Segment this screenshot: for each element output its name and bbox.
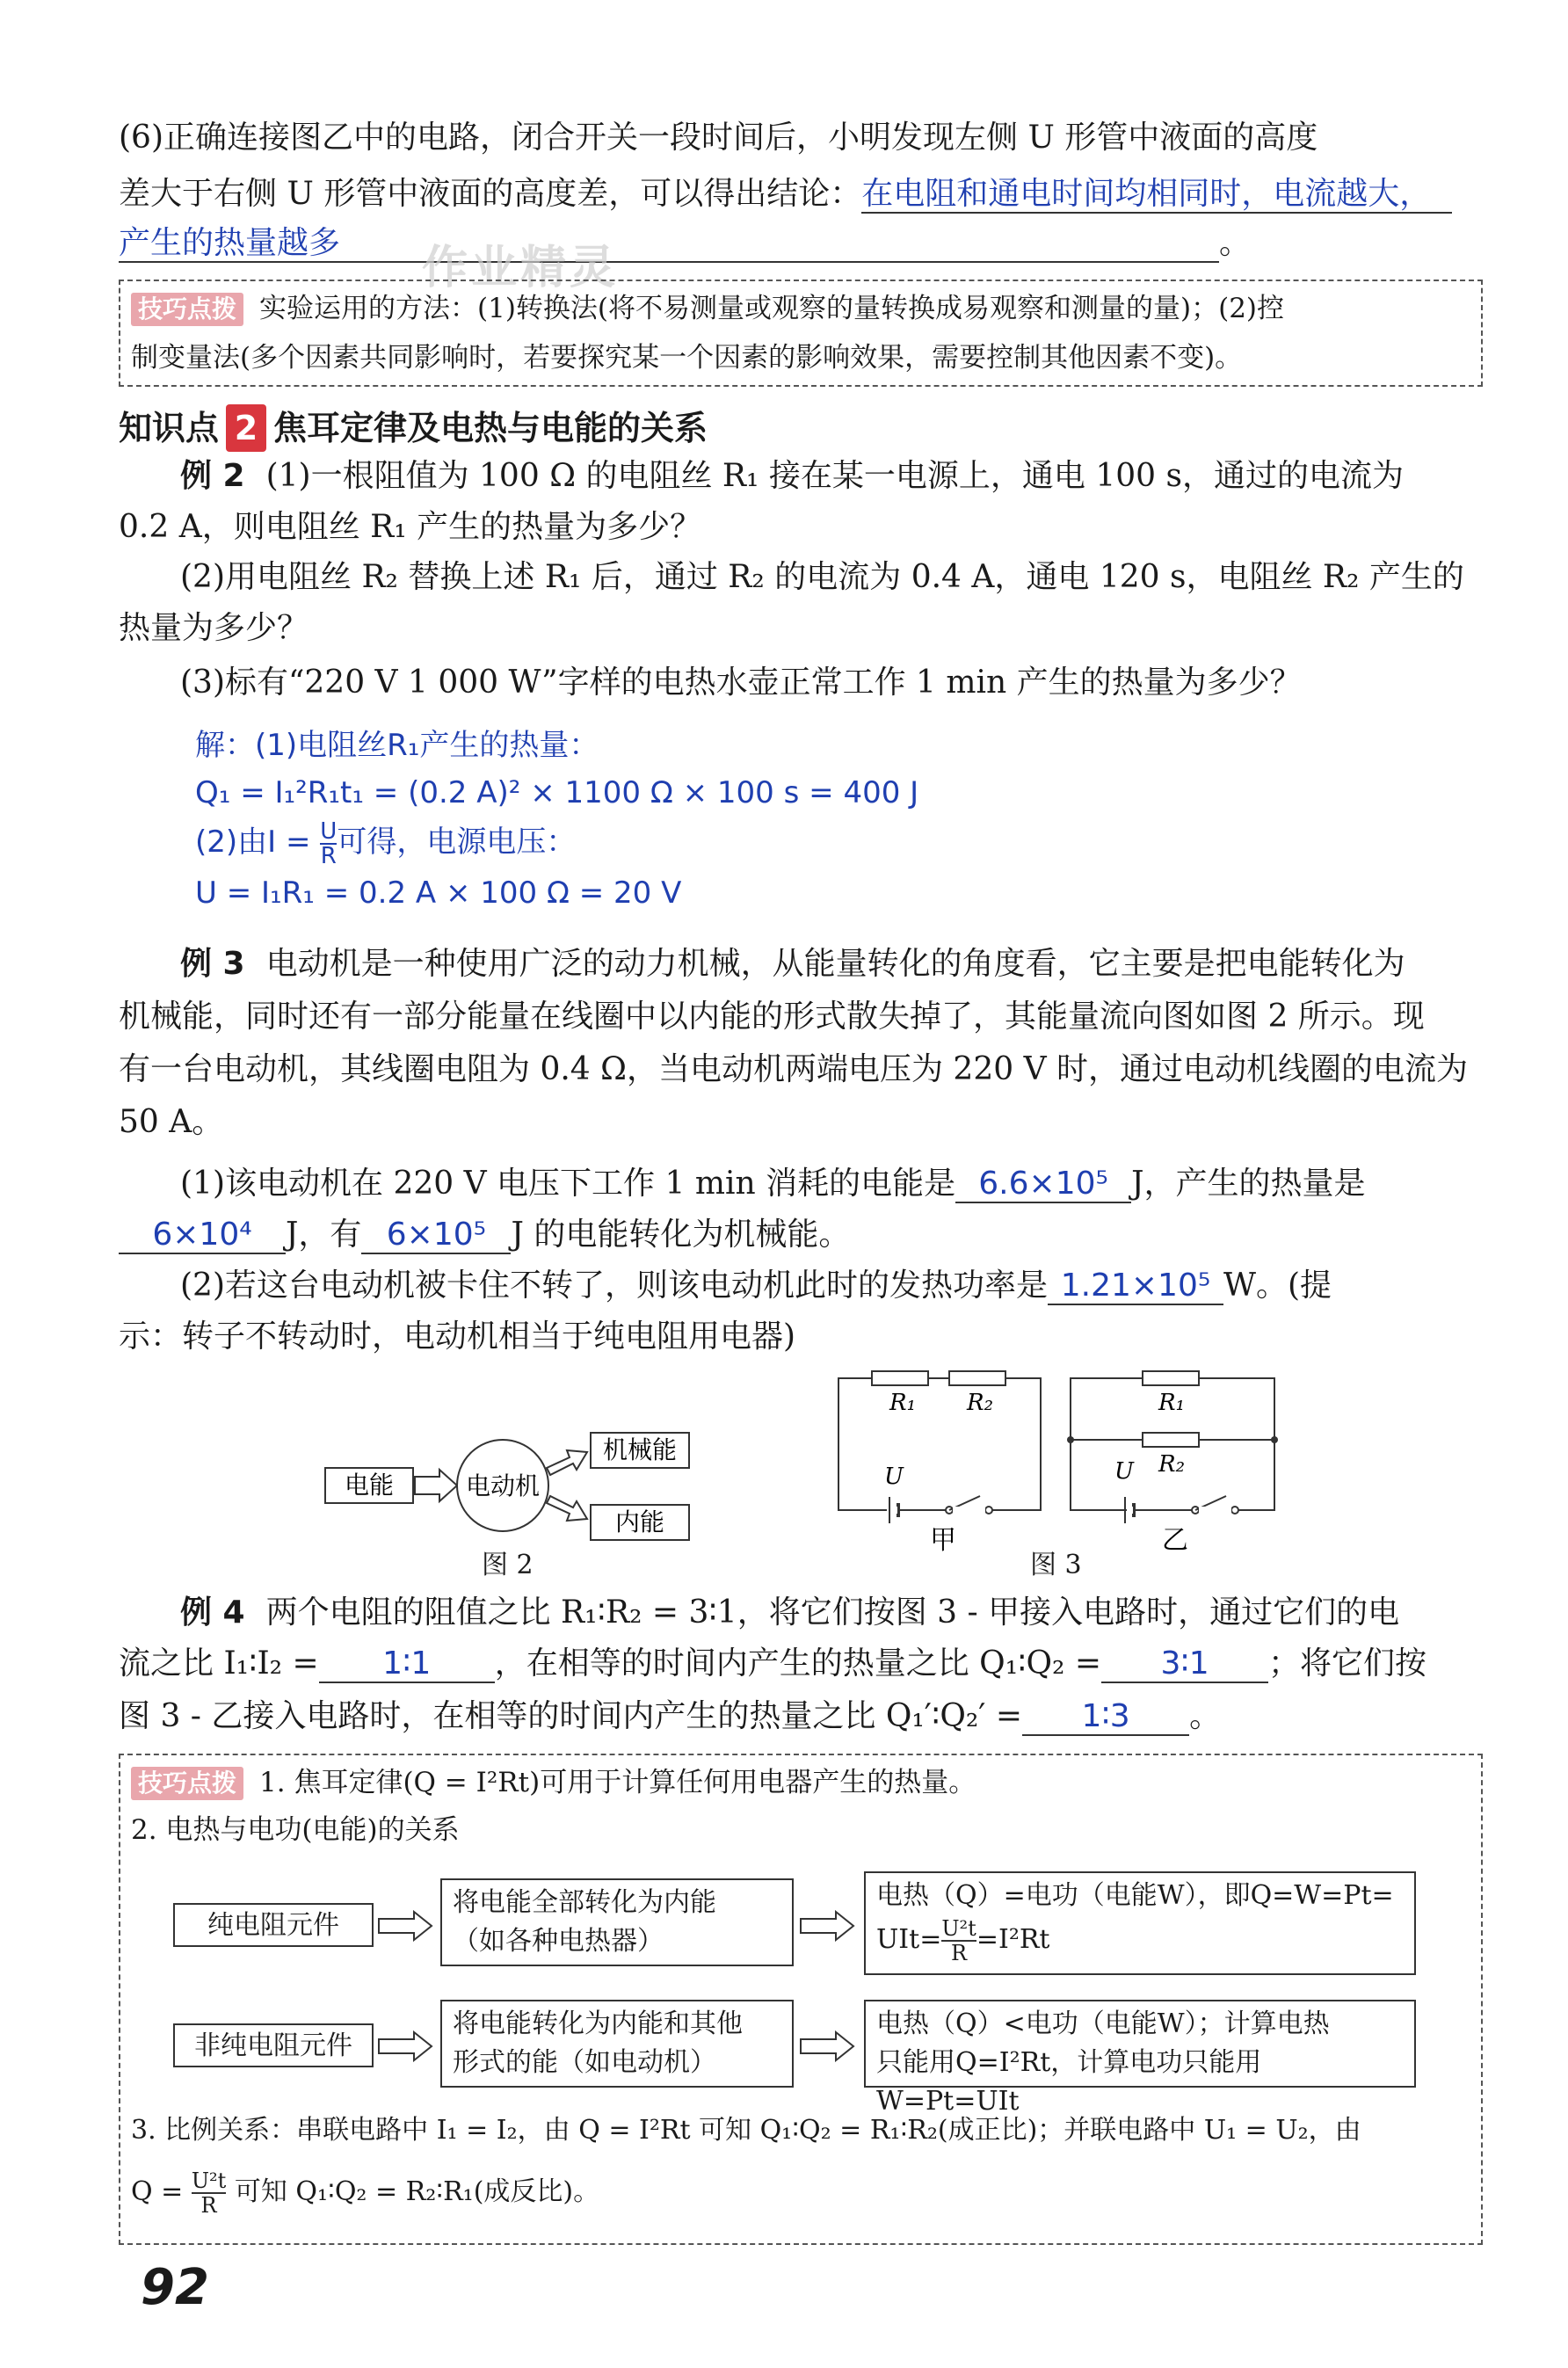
ex2-sol3-b: 可得，电源电压： xyxy=(337,824,577,860)
pure-result-den: R xyxy=(951,1941,968,1965)
q6-line2 xyxy=(119,171,1481,218)
ex2-sol3-den: R xyxy=(320,842,337,869)
pure-result-2b: =I²Rt xyxy=(976,1924,1050,1955)
fig3-yi-r2-label: R₂ xyxy=(1158,1451,1185,1478)
fig3-yi-label: 乙 xyxy=(1162,1525,1188,1556)
figure-3 xyxy=(826,1362,1283,1556)
ex3-label: 例 3 xyxy=(180,946,245,982)
pure-arrow-1 xyxy=(375,1910,437,1942)
tip1-line1 xyxy=(131,285,1284,332)
section-number: 2 xyxy=(226,404,266,452)
ex3-q1-b: J，产生的热量是 xyxy=(1131,1166,1366,1202)
nonpure-result-1: 电热（Q）<电功（电能W）；计算电热 xyxy=(876,2008,1330,2039)
pure-desc-box xyxy=(440,1878,794,1966)
fig2-caption: 图 2 xyxy=(482,1550,534,1580)
ex4-l2-c: ；将它们按 xyxy=(1268,1645,1427,1682)
section-title: 焦耳定律及电热与电能的关系 xyxy=(273,409,708,447)
q6-line2-prefix: 差大于右侧 U 形管中液面的高度差，可以得出结论： xyxy=(119,176,862,212)
ex3-answer-3: 6×10⁵ xyxy=(361,1217,511,1254)
ex3-line2: 机械能，同时还有一部分能量在线圈中以内能的形式散失掉了，其能量流向图如图 2 所示。现 xyxy=(119,999,1425,1035)
ex3-q2-a: (2)若这台电动机被卡住不转了，则该电动机此时的发热功率是 xyxy=(180,1268,1048,1304)
ex4-text1: 两个电阻的阻值之比 R₁∶R₂ = 3∶1，将它们按图 3 - 甲接入电路时，通过它们的电 xyxy=(265,1594,1400,1631)
q6-line3 xyxy=(119,220,1481,267)
ex2-solution-2: Q₁ = I₁²R₁t₁ = (0.2 A)² × 1100 Ω × 100 s = 400 J xyxy=(195,775,919,810)
fig2-out2: 内能 xyxy=(614,1507,665,1536)
nonpure-result-box xyxy=(864,2000,1416,2117)
nonpure-desc-2: 形式的能（如电动机） xyxy=(453,2047,716,2078)
pure-result-fraction xyxy=(941,1917,976,1965)
nonpure-arrow-2 xyxy=(797,2030,859,2062)
fig2-arrow-out1 xyxy=(547,1450,587,1475)
fig3-yi-r1-label: R₁ xyxy=(1158,1390,1185,1416)
section-heading xyxy=(119,404,708,452)
ex4-line2 xyxy=(119,1640,1481,1688)
q6-line1: (6)正确连接图乙中的电路，闭合开关一段时间后，小明发现左侧 U 形管中液面的高度 xyxy=(119,120,1318,156)
pure-resistor-box: 纯电阻元件 xyxy=(173,1903,374,1947)
section-prefix: 知识点 xyxy=(119,409,220,447)
ex3-answer-4: 1.21×10⁵ xyxy=(1048,1268,1223,1305)
ex3-q1-line1 xyxy=(119,1160,1481,1208)
ex3-q1-d: J 的电能转化为机械能。 xyxy=(511,1217,851,1253)
ex4-l3-b: 。 xyxy=(1189,1698,1222,1734)
tip1-text1: 实验运用的方法：(1)转换法(将不易测量或观察的量转换成易观察和测量的量)；(2)控 xyxy=(259,293,1285,324)
tip2-line4-num: U²t xyxy=(191,2168,227,2193)
page-number: 92 xyxy=(141,2259,209,2316)
tip1-line2: 制变量法(多个因素共同影响时，若要探究某一个因素的影响效果，需要控制其他因素不变)。 xyxy=(131,342,1243,374)
tip2-line4-den: R xyxy=(200,2193,217,2218)
fig3-jia-r2-label: R₂ xyxy=(967,1390,993,1416)
pure-result-2a: UIt= xyxy=(876,1924,942,1955)
tip2-tag: 技巧点拨 xyxy=(131,1767,243,1800)
pure-arrow-2 xyxy=(797,1910,859,1942)
ex3-text1: 电动机是一种使用广泛的动力机械，从能量转化的角度看，它主要是把电能转化为 xyxy=(265,946,1405,982)
ex2-line3: (2)用电阻丝 R₂ 替换上述 R₁ 后，通过 R₂ 的电流为 0.4 A，通电 120 s，电阻丝 R₂ 产生的 xyxy=(180,559,1464,595)
ex2-line5: (3)标有“220 V 1 000 W”字样的电热水壶正常工作 1 min 产生的热量为多少？ xyxy=(180,665,1302,701)
ex4-answer-3: 1∶3 xyxy=(1022,1699,1189,1736)
fig3-jia-u-label: U xyxy=(884,1464,904,1490)
fig3-jia-r1-label: R₁ xyxy=(889,1390,916,1416)
fig3-yi-u-label: U xyxy=(1114,1458,1134,1485)
nonpure-desc-1: 将电能转化为内能和其他 xyxy=(453,2008,743,2039)
ex4-line3 xyxy=(119,1693,1481,1740)
ex3-line4: 50 A。 xyxy=(119,1104,224,1140)
pure-desc-2: （如各种电热器） xyxy=(453,1926,664,1957)
tip2-line4-b: 可知 Q₁∶Q₂ = R₂∶R₁(成反比)。 xyxy=(234,2176,600,2207)
ex3-q1-line2 xyxy=(119,1211,1481,1259)
ex2-sol3-a: (2)由I = xyxy=(195,824,321,860)
tip-box-2 xyxy=(119,1754,1483,2245)
fig3-jia-r2 xyxy=(949,1371,1005,1385)
fig3-jia-label: 甲 xyxy=(930,1525,956,1556)
watermark: 作业精灵 xyxy=(422,242,620,294)
ex4-answer-2: 3∶1 xyxy=(1101,1646,1268,1683)
ex2-solution-3 xyxy=(195,817,576,868)
ex4-l2-a: 流之比 I₁∶I₂ = xyxy=(119,1645,319,1682)
ex3-q2-b: W。(提 xyxy=(1223,1268,1332,1304)
fig3-yi-r1 xyxy=(1143,1371,1199,1385)
ex2-line1 xyxy=(119,453,1481,500)
ex3-answer-2: 6×10⁴ xyxy=(119,1217,286,1254)
tip2-line3: 3. 比例关系：串联电路中 I₁ = I₂，由 Q = I²Rt 可知 Q₁∶Q₂ = R₁∶R₂(成正比)；并联电路中 U₁ = U₂，由 xyxy=(131,2115,1361,2146)
ex2-line4: 热量为多少？ xyxy=(119,610,309,646)
nonpure-arrow-1 xyxy=(375,2030,437,2062)
fig3-yi-r2 xyxy=(1143,1433,1199,1447)
pure-result-box xyxy=(864,1871,1416,1975)
q6-answer-part2: 产生的热量越多 xyxy=(119,226,1219,263)
ex4-label: 例 4 xyxy=(180,1594,245,1631)
tip2-line4-fraction xyxy=(192,2169,227,2217)
ex2-text1: (1)一根阻值为 100 Ω 的电阻丝 R₁ 接在某一电源上，通电 100 s，通过的电流为 xyxy=(265,458,1404,494)
fig3-jia-circuit xyxy=(838,1371,1041,1523)
nonpure-resistor-box: 非纯电阻元件 xyxy=(173,2023,374,2067)
ex3-q1-c: J，有 xyxy=(286,1217,362,1253)
ex3-line3: 有一台电动机，其线圈电阻为 0.4 Ω，当电动机两端电压为 220 V 时，通过电动机线圈的电流为 xyxy=(119,1051,1469,1087)
tip2-line4-a: Q = xyxy=(131,2176,184,2207)
pure-desc-1: 将电能全部转化为内能 xyxy=(453,1887,716,1918)
q6-answer-part1: 在电阻和通电时间均相同时，电流越大， xyxy=(861,177,1452,214)
ex3-q1-a: (1)该电动机在 220 V 电压下工作 1 min 消耗的电能是 xyxy=(180,1166,956,1202)
tip2-line1 xyxy=(131,1759,976,1806)
tip-box-1 xyxy=(119,280,1483,387)
fig3-caption: 图 3 xyxy=(1030,1550,1082,1580)
ex2-sol3-num: U xyxy=(320,817,338,845)
pure-result-1: 电热（Q）=电功（电能W），即Q=W=Pt= xyxy=(876,1880,1394,1911)
ex3-line1 xyxy=(119,941,1481,988)
ex4-answer-1: 1∶1 xyxy=(319,1646,495,1683)
pure-result-num: U²t xyxy=(941,1916,976,1941)
ex4-l3-a: 图 3 - 乙接入电路时，在相等的时间内产生的热量之比 Q₁′∶Q₂′ = xyxy=(119,1698,1023,1734)
ex2-line2: 0.2 A，则电阻丝 R₁ 产生的热量为多少？ xyxy=(119,509,702,545)
ex2-label: 例 2 xyxy=(180,458,245,494)
fig2-input: 电能 xyxy=(344,1471,395,1500)
fig2-motor: 电动机 xyxy=(465,1471,541,1500)
ex3-q2-line1 xyxy=(119,1262,1481,1310)
nonpure-result-2: 只能用Q=I²Rt，计算电功只能用W=Pt=UIt xyxy=(876,2047,1262,2117)
q6-end: 。 xyxy=(1219,225,1252,261)
pure-result-2 xyxy=(876,1917,1404,1965)
nonpure-desc-box xyxy=(440,2000,794,2088)
tip2-text1: 1. 焦耳定律(Q = I²Rt)可用于计算任何用电器产生的热量。 xyxy=(259,1767,976,1798)
ex4-l2-b: ，在相等的时间内产生的热量之比 Q₁∶Q₂ = xyxy=(494,1645,1102,1682)
ex2-sol3-fraction xyxy=(320,817,338,869)
tip1-tag: 技巧点拨 xyxy=(131,293,243,326)
ex3-q2-line2: 示：转子不转动时，电动机相当于纯电阻用电器) xyxy=(119,1318,796,1355)
ex4-line1 xyxy=(119,1589,1481,1637)
tip2-line4 xyxy=(131,2168,599,2217)
fig2-arrow-in xyxy=(415,1470,457,1501)
fig3-jia-r1 xyxy=(872,1371,928,1385)
tip2-line2: 2. 电热与电功(电能)的关系 xyxy=(131,1814,460,1846)
ex3-answer-1: 6.6×10⁵ xyxy=(955,1166,1131,1203)
fig2-arrow-out2 xyxy=(547,1496,587,1521)
ex2-solution-1: 解：(1)电阻丝R₁产生的热量： xyxy=(195,728,599,763)
ex2-solution-4: U = I₁R₁ = 0.2 A × 100 Ω = 20 V xyxy=(195,875,682,911)
fig2-out1: 机械能 xyxy=(602,1435,678,1464)
